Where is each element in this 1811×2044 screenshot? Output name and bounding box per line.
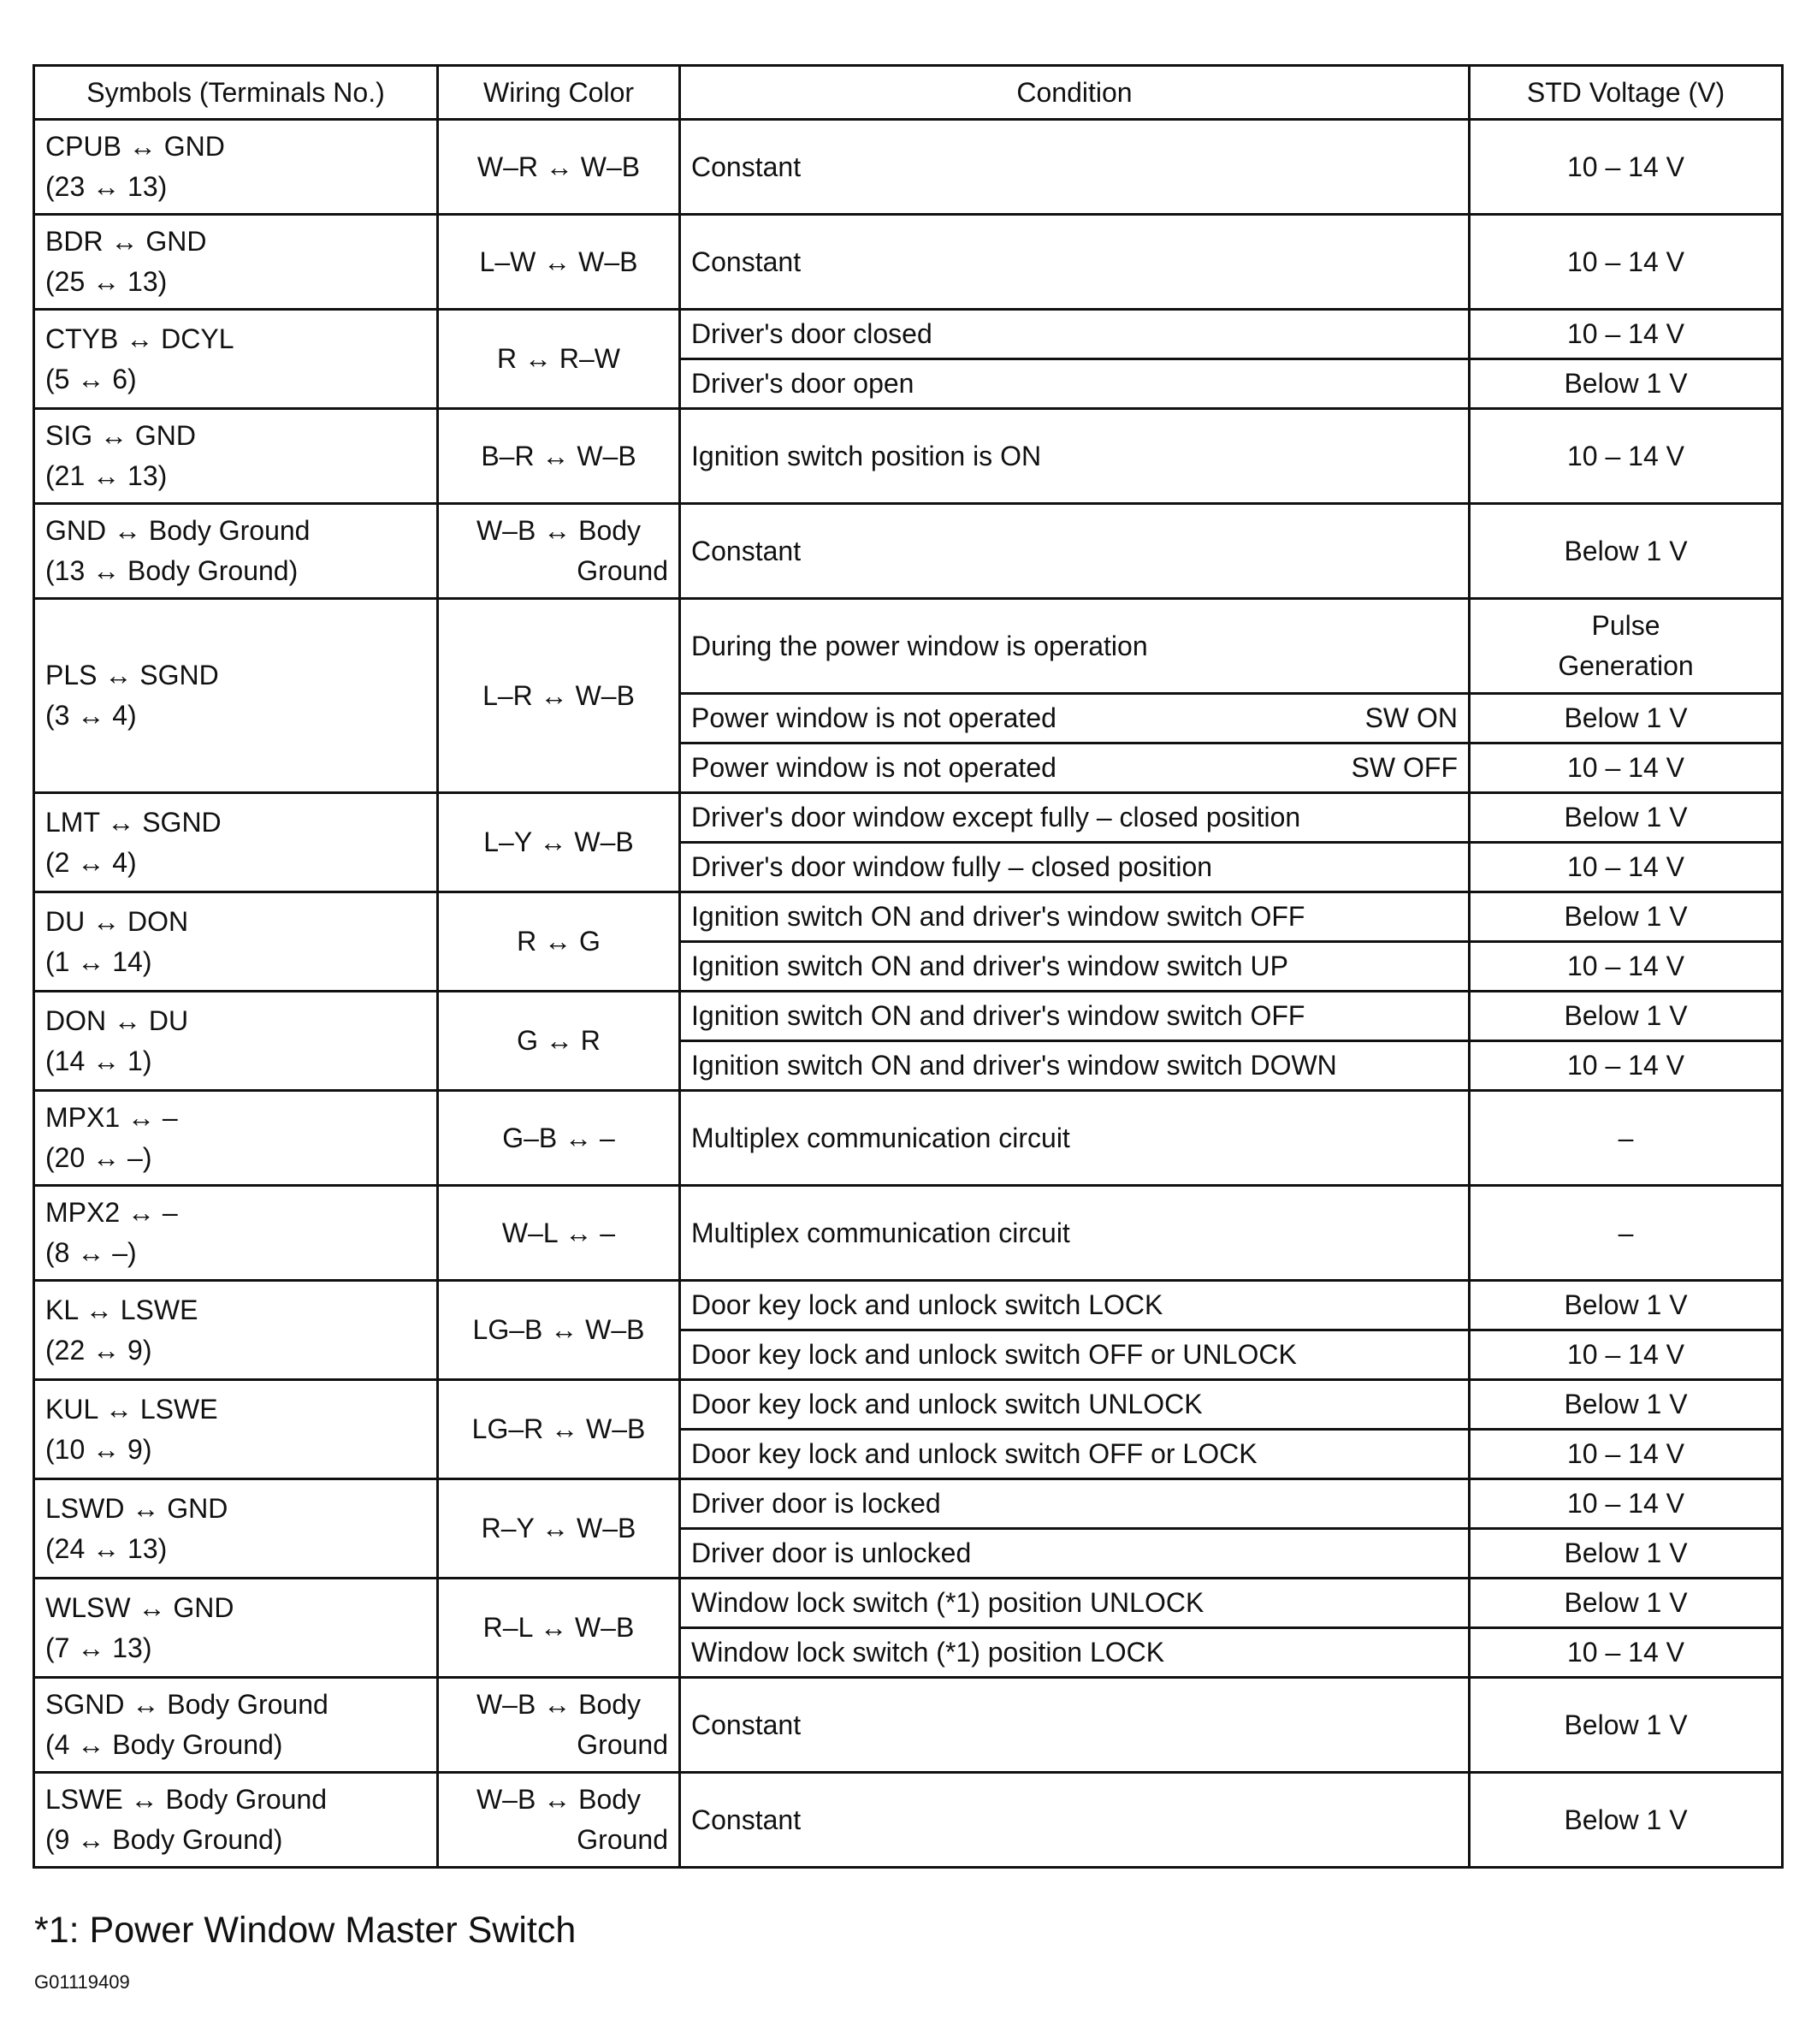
header-wiring-color: Wiring Color bbox=[438, 66, 680, 120]
voltage-cell bbox=[1470, 1479, 1783, 1529]
switch-state: SW OFF bbox=[1351, 752, 1458, 783]
table-row bbox=[34, 1479, 1783, 1529]
symbol-name: CPUB ↔ GND bbox=[45, 131, 225, 162]
voltage-cell bbox=[1470, 599, 1783, 694]
condition-text: Door key lock and unlock switch UNLOCK bbox=[691, 1389, 1203, 1419]
symbol-cell bbox=[34, 1479, 438, 1579]
voltage-cell bbox=[1470, 1430, 1783, 1479]
voltage-cell bbox=[1470, 843, 1783, 892]
voltage-cell bbox=[1470, 1091, 1783, 1186]
voltage-value: Pulse bbox=[1591, 610, 1660, 641]
voltage-value: Below 1 V bbox=[1564, 1804, 1688, 1835]
wiring-color-cell bbox=[438, 1479, 680, 1579]
symbol-name: KUL ↔ LSWE bbox=[45, 1393, 218, 1425]
condition-text: Power window is not operated bbox=[691, 702, 1056, 733]
voltage-value: 10 – 14 V bbox=[1567, 1637, 1684, 1668]
table-row bbox=[34, 992, 1783, 1041]
voltage-value: 10 – 14 V bbox=[1567, 246, 1684, 277]
condition-text: Power window is not operated bbox=[691, 752, 1056, 783]
terminal-voltage-table bbox=[33, 64, 1784, 1869]
table-row bbox=[34, 1678, 1783, 1773]
wiring-color-cell bbox=[438, 892, 680, 992]
condition-cell bbox=[680, 1479, 1470, 1529]
voltage-cell bbox=[1470, 1529, 1783, 1579]
terminal-numbers: (3 ↔ 4) bbox=[45, 700, 137, 731]
voltage-cell bbox=[1470, 694, 1783, 744]
terminal-numbers: (24 ↔ 13) bbox=[45, 1532, 168, 1564]
voltage-value: 10 – 14 V bbox=[1567, 1050, 1684, 1081]
voltage-value: 10 – 14 V bbox=[1567, 752, 1684, 783]
condition-cell bbox=[680, 359, 1470, 409]
wiring-color-cell bbox=[438, 120, 680, 215]
voltage-value: 10 – 14 V bbox=[1567, 440, 1684, 471]
wiring-color: L–Y ↔ W–B bbox=[483, 826, 634, 857]
voltage-value: – bbox=[1618, 1122, 1634, 1153]
symbol-name: CTYB ↔ DCYL bbox=[45, 323, 234, 354]
wiring-color: LG–B ↔ W–B bbox=[472, 1314, 645, 1345]
wiring-color: Ground bbox=[577, 1824, 668, 1855]
terminal-numbers: (13 ↔ Body Ground) bbox=[45, 555, 299, 586]
voltage-cell bbox=[1470, 892, 1783, 942]
condition-text: Window lock switch (*1) position UNLOCK bbox=[691, 1587, 1204, 1618]
voltage-value: Generation bbox=[1558, 650, 1694, 681]
symbol-name: WLSW ↔ GND bbox=[45, 1591, 234, 1623]
voltage-cell bbox=[1470, 1579, 1783, 1628]
voltage-value: 10 – 14 V bbox=[1567, 851, 1684, 882]
voltage-cell bbox=[1470, 310, 1783, 359]
voltage-cell bbox=[1470, 744, 1783, 793]
voltage-value: – bbox=[1618, 1217, 1634, 1248]
voltage-value: Below 1 V bbox=[1564, 1587, 1688, 1618]
voltage-value: 10 – 14 V bbox=[1567, 1339, 1684, 1370]
wiring-color-cell bbox=[438, 992, 680, 1091]
symbol-cell bbox=[34, 409, 438, 504]
condition-text: Constant bbox=[691, 151, 802, 182]
wiring-color-cell bbox=[438, 409, 680, 504]
voltage-cell bbox=[1470, 992, 1783, 1041]
condition-cell bbox=[680, 1330, 1470, 1380]
condition-cell bbox=[680, 1281, 1470, 1330]
wiring-color-cell bbox=[438, 1281, 680, 1380]
table-row bbox=[34, 1186, 1783, 1281]
table-row bbox=[34, 599, 1783, 694]
wiring-color-cell bbox=[438, 310, 680, 409]
condition-text: Multiplex communication circuit bbox=[691, 1122, 1070, 1153]
condition-cell bbox=[680, 215, 1470, 310]
voltage-value: Below 1 V bbox=[1564, 802, 1688, 832]
wiring-color: W–L ↔ – bbox=[501, 1217, 616, 1248]
voltage-cell bbox=[1470, 942, 1783, 992]
terminal-numbers: (25 ↔ 13) bbox=[45, 266, 168, 297]
table-body bbox=[34, 120, 1783, 1868]
symbol-name: DU ↔ DON bbox=[45, 905, 189, 937]
symbol-name: LSWD ↔ GND bbox=[45, 1492, 228, 1524]
symbol-cell bbox=[34, 1281, 438, 1380]
condition-text: Ignition switch ON and driver's window switch OFF bbox=[691, 1000, 1305, 1031]
symbol-cell bbox=[34, 1579, 438, 1678]
terminal-numbers: (9 ↔ Body Ground) bbox=[45, 1824, 283, 1855]
wiring-color: W–B ↔ Body bbox=[476, 515, 642, 546]
condition-text: Driver's door closed bbox=[691, 318, 932, 349]
voltage-value: 10 – 14 V bbox=[1567, 151, 1684, 182]
wiring-color: R ↔ G bbox=[517, 926, 601, 957]
condition-cell bbox=[680, 892, 1470, 942]
symbol-cell bbox=[34, 1380, 438, 1479]
terminal-numbers: (5 ↔ 6) bbox=[45, 363, 137, 394]
voltage-cell bbox=[1470, 120, 1783, 215]
wiring-color: L–W ↔ W–B bbox=[479, 246, 638, 277]
symbol-name: SGND ↔ Body Ground bbox=[45, 1689, 328, 1720]
wiring-color-cell bbox=[438, 793, 680, 892]
wiring-color-cell bbox=[438, 1678, 680, 1773]
condition-text: Ignition switch ON and driver's window switch OFF bbox=[691, 901, 1305, 932]
symbol-cell bbox=[34, 992, 438, 1091]
condition-cell bbox=[680, 1579, 1470, 1628]
wiring-color: R ↔ R–W bbox=[497, 343, 620, 374]
wiring-color: G–B ↔ – bbox=[502, 1122, 615, 1153]
header-std-voltage: STD Voltage (V) bbox=[1470, 66, 1783, 120]
condition-text: Constant bbox=[691, 535, 802, 566]
voltage-cell bbox=[1470, 359, 1783, 409]
wiring-color-cell bbox=[438, 1773, 680, 1868]
condition-text: Constant bbox=[691, 1804, 802, 1835]
wiring-color: R–L ↔ W–B bbox=[482, 1612, 635, 1643]
figure-id: G01119409 bbox=[34, 1971, 130, 1993]
symbol-cell bbox=[34, 1186, 438, 1281]
symbol-name: SIG ↔ GND bbox=[45, 420, 197, 451]
symbol-name: BDR ↔ GND bbox=[45, 226, 207, 257]
terminal-numbers: (22 ↔ 9) bbox=[45, 1334, 152, 1366]
condition-cell bbox=[680, 793, 1470, 843]
wiring-color: W–B ↔ Body bbox=[476, 1784, 642, 1815]
symbol-cell bbox=[34, 599, 438, 793]
terminal-numbers: (4 ↔ Body Ground) bbox=[45, 1729, 283, 1760]
wiring-color: G ↔ R bbox=[517, 1025, 601, 1056]
condition-cell bbox=[680, 1773, 1470, 1868]
voltage-value: Below 1 V bbox=[1564, 901, 1688, 932]
symbol-cell bbox=[34, 120, 438, 215]
voltage-value: Below 1 V bbox=[1564, 1709, 1688, 1740]
terminal-numbers: (7 ↔ 13) bbox=[45, 1632, 152, 1663]
condition-text: Window lock switch (*1) position LOCK bbox=[691, 1637, 1165, 1668]
wiring-color: Ground bbox=[577, 1729, 668, 1760]
footnote: *1: Power Window Master Switch bbox=[34, 1910, 577, 1951]
condition-cell bbox=[680, 504, 1470, 599]
voltage-cell bbox=[1470, 1678, 1783, 1773]
condition-cell bbox=[680, 1380, 1470, 1430]
switch-state: SW ON bbox=[1364, 702, 1458, 733]
wiring-color-cell bbox=[438, 1579, 680, 1678]
condition-cell bbox=[680, 1041, 1470, 1091]
terminal-numbers: (8 ↔ –) bbox=[45, 1237, 137, 1268]
voltage-value: Below 1 V bbox=[1564, 368, 1688, 399]
terminal-numbers: (10 ↔ 9) bbox=[45, 1433, 152, 1465]
table-row bbox=[34, 892, 1783, 942]
condition-text: Driver's door open bbox=[691, 368, 914, 399]
voltage-value: Below 1 V bbox=[1564, 1389, 1688, 1419]
voltage-cell bbox=[1470, 1628, 1783, 1678]
condition-cell bbox=[680, 744, 1470, 793]
symbol-name: LSWE ↔ Body Ground bbox=[45, 1784, 328, 1815]
voltage-cell bbox=[1470, 1186, 1783, 1281]
table-row bbox=[34, 120, 1783, 215]
condition-cell bbox=[680, 942, 1470, 992]
condition-text: Constant bbox=[691, 246, 802, 277]
voltage-value: 10 – 14 V bbox=[1567, 951, 1684, 981]
condition-cell bbox=[680, 120, 1470, 215]
voltage-value: 10 – 14 V bbox=[1567, 1488, 1684, 1519]
condition-cell bbox=[680, 1678, 1470, 1773]
symbol-cell bbox=[34, 504, 438, 599]
wiring-color: W–R ↔ W–B bbox=[476, 151, 641, 182]
symbol-cell bbox=[34, 793, 438, 892]
voltage-cell bbox=[1470, 215, 1783, 310]
condition-cell bbox=[680, 409, 1470, 504]
condition-cell bbox=[680, 1091, 1470, 1186]
condition-text: Door key lock and unlock switch OFF or UNLOCK bbox=[691, 1339, 1297, 1370]
voltage-cell bbox=[1470, 1330, 1783, 1380]
wiring-color: LG–R ↔ W–B bbox=[471, 1413, 646, 1444]
voltage-value: Below 1 V bbox=[1564, 702, 1688, 733]
terminal-numbers: (20 ↔ –) bbox=[45, 1142, 152, 1173]
wiring-color-cell bbox=[438, 1091, 680, 1186]
voltage-value: 10 – 14 V bbox=[1567, 318, 1684, 349]
wiring-color-cell bbox=[438, 1186, 680, 1281]
wiring-color: L–R ↔ W–B bbox=[482, 679, 635, 711]
table-row bbox=[34, 215, 1783, 310]
table-row bbox=[34, 793, 1783, 843]
voltage-cell bbox=[1470, 793, 1783, 843]
condition-cell bbox=[680, 599, 1470, 694]
symbol-cell bbox=[34, 1091, 438, 1186]
condition-text: Door key lock and unlock switch OFF or LOCK bbox=[691, 1438, 1258, 1469]
symbol-cell bbox=[34, 1773, 438, 1868]
condition-cell bbox=[680, 1430, 1470, 1479]
symbol-cell bbox=[34, 310, 438, 409]
condition-cell bbox=[680, 1186, 1470, 1281]
voltage-value: Below 1 V bbox=[1564, 1537, 1688, 1568]
condition-cell bbox=[680, 694, 1470, 744]
table-row bbox=[34, 1091, 1783, 1186]
condition-cell bbox=[680, 1628, 1470, 1678]
terminal-numbers: (21 ↔ 13) bbox=[45, 460, 168, 491]
condition-text: Ignition switch ON and driver's window switch DOWN bbox=[691, 1050, 1337, 1081]
wiring-color: B–R ↔ W–B bbox=[481, 440, 636, 471]
voltage-value: 10 – 14 V bbox=[1567, 1438, 1684, 1469]
voltage-cell bbox=[1470, 409, 1783, 504]
condition-text: Driver's door window fully – closed position bbox=[691, 851, 1213, 882]
condition-cell bbox=[680, 843, 1470, 892]
voltage-cell bbox=[1470, 1773, 1783, 1868]
condition-text: Driver door is locked bbox=[691, 1488, 941, 1519]
voltage-cell bbox=[1470, 1380, 1783, 1430]
symbol-name: PLS ↔ SGND bbox=[45, 660, 219, 690]
table-row bbox=[34, 1281, 1783, 1330]
table-row bbox=[34, 1579, 1783, 1628]
terminal-numbers: (23 ↔ 13) bbox=[45, 171, 168, 202]
header-symbols: Symbols (Terminals No.) bbox=[34, 66, 438, 120]
table-row bbox=[34, 409, 1783, 504]
table-row bbox=[34, 504, 1783, 599]
condition-cell bbox=[680, 992, 1470, 1041]
table-row bbox=[34, 1380, 1783, 1430]
wiring-color-cell bbox=[438, 504, 680, 599]
header-row bbox=[34, 66, 1783, 120]
terminal-numbers: (1 ↔ 14) bbox=[45, 945, 152, 977]
condition-cell bbox=[680, 310, 1470, 359]
symbol-name: DON ↔ DU bbox=[45, 1004, 189, 1036]
symbol-cell bbox=[34, 1678, 438, 1773]
condition-text: Door key lock and unlock switch LOCK bbox=[691, 1289, 1163, 1320]
terminal-numbers: (2 ↔ 4) bbox=[45, 846, 137, 878]
voltage-cell bbox=[1470, 1281, 1783, 1330]
terminal-numbers: (14 ↔ 1) bbox=[45, 1045, 152, 1076]
header-condition: Condition bbox=[680, 66, 1470, 120]
table-row bbox=[34, 1773, 1783, 1868]
symbol-name: LMT ↔ SGND bbox=[45, 806, 222, 838]
symbol-name: KL ↔ LSWE bbox=[45, 1294, 198, 1325]
condition-text: Driver's door window except fully – closed position bbox=[691, 802, 1301, 832]
condition-text: During the power window is operation bbox=[691, 630, 1148, 661]
symbol-name: MPX1 ↔ – bbox=[45, 1102, 178, 1133]
voltage-value: Below 1 V bbox=[1564, 535, 1688, 566]
voltage-cell bbox=[1470, 504, 1783, 599]
wiring-color: R–Y ↔ W–B bbox=[481, 1513, 636, 1543]
voltage-cell bbox=[1470, 1041, 1783, 1091]
wiring-color-cell bbox=[438, 599, 680, 793]
condition-text: Multiplex communication circuit bbox=[691, 1217, 1070, 1248]
voltage-value: Below 1 V bbox=[1564, 1000, 1688, 1031]
symbol-name: GND ↔ Body Ground bbox=[45, 515, 311, 546]
symbol-cell bbox=[34, 215, 438, 310]
condition-text: Constant bbox=[691, 1709, 802, 1740]
symbol-cell bbox=[34, 892, 438, 992]
wiring-color: Ground bbox=[577, 555, 668, 586]
symbol-name: MPX2 ↔ – bbox=[45, 1197, 178, 1228]
wiring-color-cell bbox=[438, 1380, 680, 1479]
condition-text: Ignition switch position is ON bbox=[691, 440, 1042, 471]
condition-cell bbox=[680, 1529, 1470, 1579]
table-row bbox=[34, 310, 1783, 359]
condition-text: Driver door is unlocked bbox=[691, 1537, 972, 1568]
wiring-color: W–B ↔ Body bbox=[476, 1689, 642, 1720]
condition-text: Ignition switch ON and driver's window switch UP bbox=[691, 951, 1288, 981]
wiring-color-cell bbox=[438, 215, 680, 310]
voltage-value: Below 1 V bbox=[1564, 1289, 1688, 1320]
